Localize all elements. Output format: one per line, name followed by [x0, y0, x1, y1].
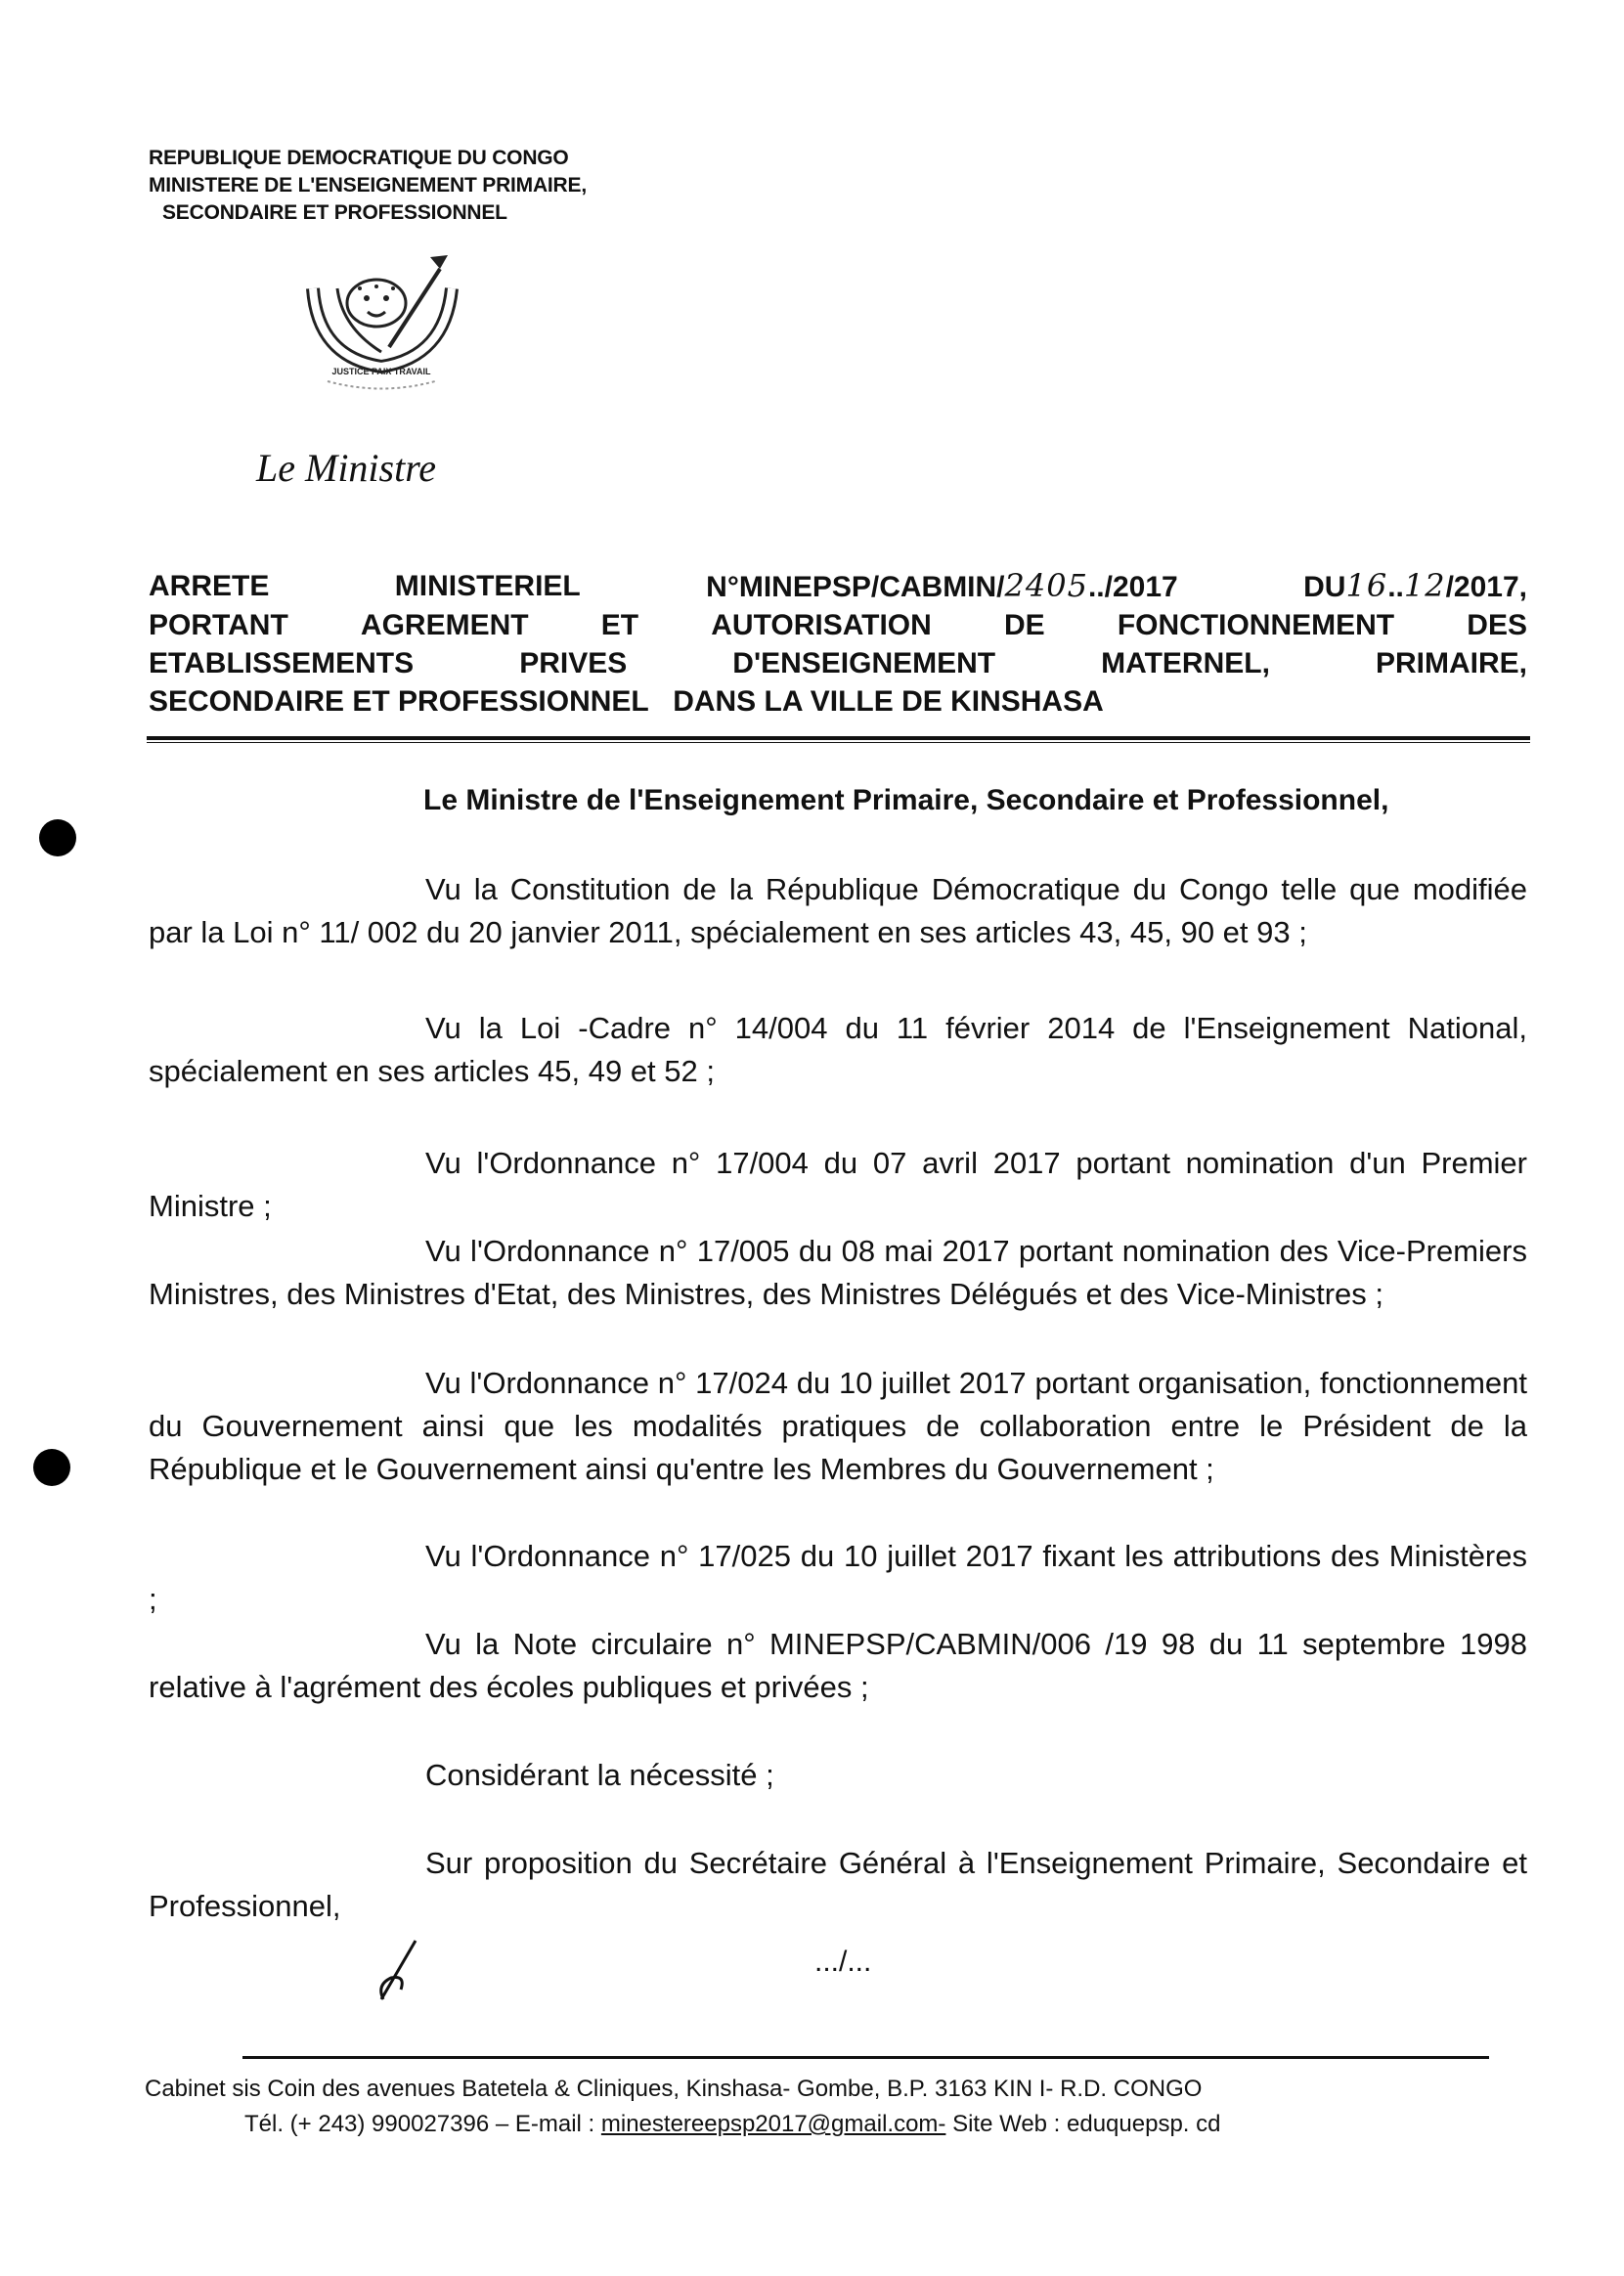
continuation-mark: .../...	[814, 1946, 872, 1978]
footer-address: Cabinet sis Coin des avenues Batetela & Cliniques, Kinshasa- Gombe, B.P. 3163 KIN I- R.D. CONGO	[145, 2076, 1203, 2102]
proposal-clause: Sur proposition du Secrétaire Général à l'Enseignement Primaire, Secondaire et Professionnel,	[149, 1846, 1527, 1923]
title-row-3: ETABLISSEMENTS PRIVES D'ENSEIGNEMENT MATERNEL, PRIMAIRE,	[149, 647, 1527, 679]
consideration: Considérant la nécessité ;	[425, 1758, 774, 1792]
recital-constitution: Vu la Constitution de la République Démocratique du Congo telle que modifiée par la Loi n° 11/ 002 du 20 janvier 2011, spécialement en ses articles 43, 45, 90 et 93 ;	[149, 872, 1527, 949]
handwritten-day: 16	[1345, 567, 1388, 604]
decree-date: DU16..12/2017,	[1303, 567, 1527, 604]
handwritten-number: 2405	[1004, 567, 1088, 604]
title-row-1	[149, 567, 1527, 606]
header-ministry-cont: SECONDAIRE ET PROFESSIONNEL	[162, 201, 507, 224]
recital-ordonnance-17-005: Vu l'Ordonnance n° 17/005 du 08 mai 2017 portant nomination des Vice-Premiers Ministres, des Ministres d'Etat, des Ministres, des Ministres Délégués et des Vice-Ministres ;	[149, 1234, 1527, 1311]
title-rule	[147, 736, 1530, 740]
recital-note-circulaire: Vu la Note circulaire n° MINEPSP/CABMIN/006 /19 98 du 11 septembre 1998 relative à l'agrément des écoles publiques et privées ;	[149, 1627, 1527, 1704]
header-ministry: MINISTERE DE L'ENSEIGNEMENT PRIMAIRE,	[149, 174, 587, 197]
title-word: MINISTERIEL	[394, 570, 581, 602]
footer-rule	[242, 2056, 1489, 2059]
preamble-intro: Le Ministre de l'Enseignement Primaire, Secondaire et Professionnel,	[423, 784, 1389, 816]
title-word: ARRETE	[149, 570, 270, 602]
recital-ordonnance-17-024: Vu l'Ordonnance n° 17/024 du 10 juillet 2017 portant organisation, fonctionnement du Gouvernement ainsi que les modalités pratiques de collaboration entre le Président de la République et le Gouvernement ainsi qu'entre les Membres du Gouvernement ;	[149, 1366, 1527, 1486]
punch-hole	[39, 819, 76, 856]
footer-contact: Tél. (+ 243) 990027396 – E-mail : minestereepsp2017@gmail.com- Site Web : eduquepsp. cd	[244, 2111, 1221, 2137]
footer-email-link[interactable]: minestereepsp2017@gmail.com-	[600, 2111, 946, 2137]
decree-title	[149, 567, 1527, 721]
title-row-2: PORTANT AGREMENT ET AUTORISATION DE FONCTIONNEMENT DES	[149, 609, 1527, 641]
title-row-4: SECONDAIRE ET PROFESSIONNEL DANS LA VILLE DE KINSHASA	[149, 685, 1104, 718]
header-republic: REPUBLIQUE DEMOCRATIQUE DU CONGO	[149, 147, 569, 169]
title-rule-thin	[147, 742, 1530, 743]
emblem-motto: JUSTICE PAIX TRAVAIL	[331, 367, 431, 376]
decree-number: N°MINEPSP/CABMIN/2405../2017	[706, 567, 1178, 604]
handwritten-month: 12	[1403, 567, 1446, 604]
coat-of-arms-emblem	[284, 249, 479, 406]
recital-ordonnance-17-025: Vu l'Ordonnance n° 17/025 du 10 juillet 2017 fixant les attributions des Ministères ;	[149, 1539, 1527, 1616]
initials-signature	[372, 1931, 430, 2009]
recital-loi-cadre: Vu la Loi -Cadre n° 14/004 du 11 février 2014 de l'Enseignement National, spécialement en ses articles 45, 49 et 52 ;	[149, 1011, 1527, 1088]
recital-ordonnance-17-004: Vu l'Ordonnance n° 17/004 du 07 avril 2017 portant nomination d'un Premier Ministre ;	[149, 1146, 1527, 1223]
minister-heading: Le Ministre	[256, 446, 437, 490]
punch-hole	[33, 1449, 70, 1486]
